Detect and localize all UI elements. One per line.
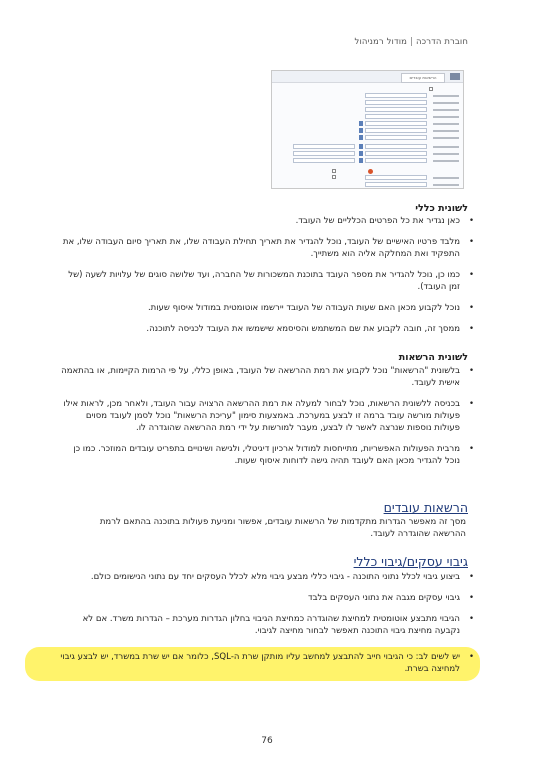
- form-row: [272, 128, 459, 133]
- form-warning-icon: [368, 169, 373, 174]
- form-checkbox-icon: [429, 87, 433, 91]
- bullet-icon: •: [468, 237, 474, 247]
- bullet-icon: •: [468, 652, 474, 662]
- form-row: [272, 121, 459, 126]
- permissions-list: [59, 365, 474, 476]
- list-item: • בלשונית "הרשאות" נוכל לקבוע את רמת ההרשאה של העובד, באופן כללי, על פי הרמות הקיימות, או בהתאמה אישית לעובד.: [61, 366, 474, 388]
- employee-form-screenshot: [271, 70, 464, 189]
- backup-list: [59, 571, 474, 684]
- header-separator: |: [410, 37, 413, 47]
- section-title-backup: גיבוי עסקים/גיבוי כללי: [353, 554, 468, 569]
- list-item: • גיבוי עסקים מגבה את נתוני העסקים בלבד: [307, 593, 474, 603]
- list-item: • מרבית הפעולות האפשריות, מתייחסות למודול ארכיון דיגיטלי, ולגישה ושינויים בתפריט עובדים המוזכר. כמו כן נוכל להגדיר מכאן האם לעובד תהיה גישה לדוחות איסוף שעות.: [73, 444, 474, 466]
- bullet-icon: •: [468, 270, 474, 280]
- page-header: [355, 37, 468, 47]
- form-row: [272, 93, 459, 98]
- header-right: חוברת הדרכה: [415, 37, 468, 47]
- list-item: • מלבד פרטיו האישיים של העובד, נוכל להגדיר את תאריך תחילת העבודה שלו, את תאריך סיום העבודה שלו, את התפקיד ואת המחלקה אליה הוא משתייך.: [62, 237, 474, 259]
- list-item: • נוכל לקבוע מכאן האם שעות העבודה של העובד יירשמו אוטומטית במודול איסוף שעות.: [147, 303, 474, 313]
- page-number: 76: [261, 736, 273, 746]
- form-row: [272, 107, 459, 112]
- form-row: [272, 151, 459, 156]
- list-item: • ממסך זה, חובה לקבוע את שם המשתמש והסיסמא שישמשו את העובד לכניסה לתוכנה.: [146, 324, 474, 334]
- form-row: [272, 135, 459, 140]
- bullet-icon: •: [468, 593, 474, 603]
- section-title-general: לשונית כללי: [415, 203, 468, 214]
- section-title-permissions: לשונית הרשאות: [398, 352, 468, 363]
- bullet-icon: •: [468, 303, 474, 313]
- employee-permissions-paragraph: מסך זה מאפשר הגדרות מתקדמות של הרשאות עובדים, אפשור ומניעת פעולות בתוכנה בהתאם לרמת ההרשאה שהוגדרה לעובד.: [99, 517, 466, 539]
- section-title-employee-permissions: הרשאות עובדים: [383, 500, 468, 515]
- bullet-icon: •: [468, 444, 474, 454]
- form-row: [272, 114, 459, 119]
- header-left: מודול רמניהול: [354, 37, 408, 47]
- highlighted-note: • יש לשים לב: כי הגיבוי חייב להתבצע למחשב עליו מותקן שרת ה-SQL, כלומר אם יש שרת במשרד, יש לבצע גיבוי למחיצה בשרת.: [59, 651, 474, 675]
- bullet-icon: •: [468, 366, 474, 376]
- bullet-icon: •: [468, 572, 474, 582]
- list-item: • ביצוע גיבוי לכלל נתוני התוכנה - גיבוי כללי מבצע גיבוי מלא לכלל העסקים יחד עם נתוני הנישומים כולם.: [90, 572, 474, 582]
- form-logo-icon: [450, 73, 460, 80]
- form-row: [272, 100, 459, 105]
- general-list: [59, 215, 474, 344]
- list-item: • בכניסה ללשונית הרשאות, נוכל לבחור למעלה את רמת ההרשאה הרצויה עבור העובד, ולאחר מכן, לראות אילו פעולות מורשה עובד ברמה זו לבצע במערכת. באמצעות סימון "עריכת הרשאות" נוכל לסמן לעובד מסוים פעולות נוספות שנרצה לאשר לו לבצע, מעבר למורשות על ידי רמת ההרשאה שהוגדרה לו.: [63, 399, 474, 433]
- form-toolbar: [272, 71, 463, 83]
- list-item: • כאן נגדיר את כל הפרטים הכלליים של העובד.: [295, 216, 474, 226]
- list-item: • כמו כן, נוכל להגדיר את מספר העובד בתוכנת המשכורות של החברה, ועד שלושה סוגים של עלויות לשעה (של זמן העובד).: [68, 270, 474, 292]
- bullet-icon: •: [468, 614, 474, 624]
- bullet-icon: •: [468, 324, 474, 334]
- form-row: [272, 158, 459, 163]
- bullet-icon: •: [468, 399, 474, 409]
- bullet-icon: •: [468, 216, 474, 226]
- form-row: [272, 144, 459, 149]
- form-row: [272, 175, 459, 180]
- list-item: • הגיבוי מתבצע אוטומטית למחיצת שהוגדרה כמחיצת הגיבוי בחלון הגדרות מערכת – הגדרות משרד. אם לא נקבעה מחיצת גיבוי התוכנה תאפשר לבחור מחיצה לגיבוי.: [82, 614, 474, 636]
- form-checkbox-icon: [332, 169, 336, 173]
- form-tab-permissions: הרשאות עובדים: [401, 73, 445, 83]
- form-row: [272, 182, 459, 187]
